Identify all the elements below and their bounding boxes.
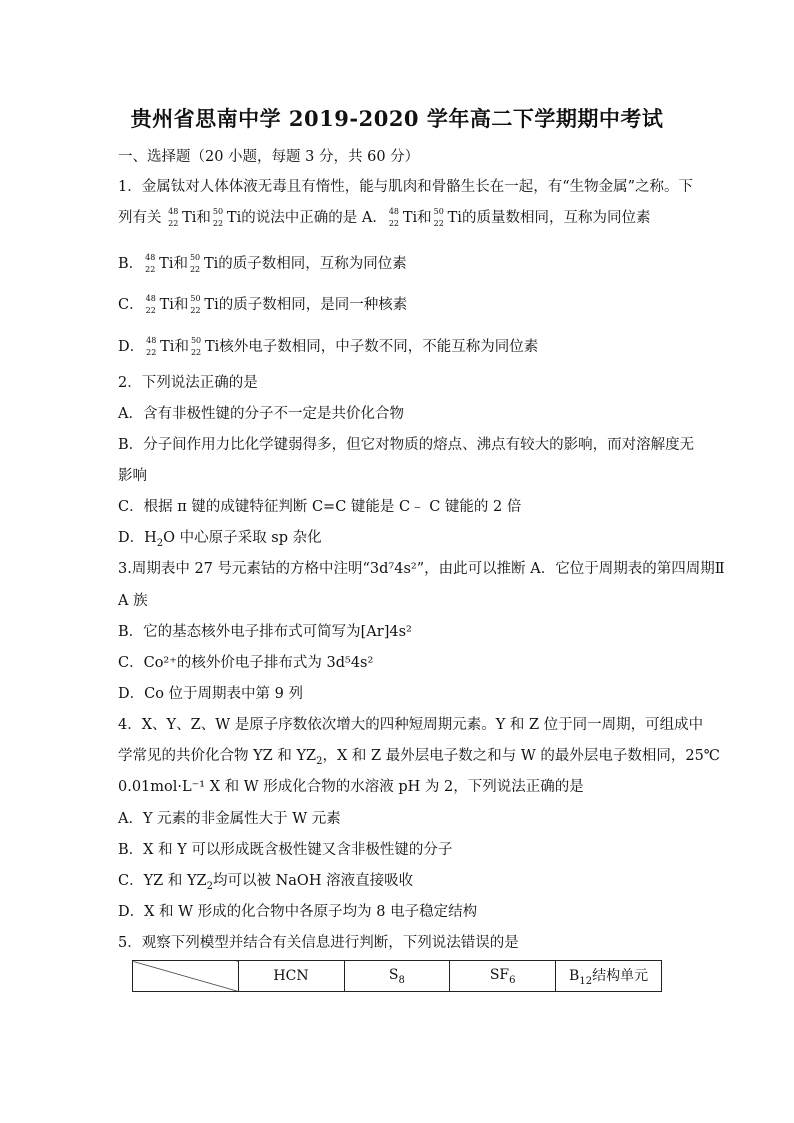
q4-option-c: C．YZ 和 $YZ_2$均可以被 NaOH 溶液直接吸收 (118, 873, 414, 892)
isotope-ti50: 50 22 (212, 207, 224, 228)
q2-option-d: D．$H_2O$ 中心原子采取 sp 杂化 (118, 530, 322, 549)
q3-stem-line1: 3.周期表中 27 号元素钴的方格中注明“3d⁷4s²”，由此可以推断 A．它位于周期表的第四周期Ⅱ (118, 561, 725, 577)
q4-stem-line1: 4．X、Y、Z、W 是原子序数依次增大的四种短周期元素。Y 和 Z 位于同一周期，可组成中 (118, 717, 704, 733)
q2-option-c: C．根据 π 键的成键特征判断 C=C 键能是 C﹣ C 键能的 2 倍 (118, 499, 522, 515)
q2-option-b-line1: B．分子间作用力比化学键弱得多，但它对物质的熔点、沸点有较大的影响，而对溶解度无 (118, 437, 695, 453)
q3-stem-line2: A 族 (118, 593, 148, 609)
q4-option-d: D．X 和 W 形成的化合物中各原子均为 8 电子稳定结构 (118, 904, 478, 920)
q3-option-b: B．它的基态核外电子排布式可简写为[Ar]4s² (118, 624, 412, 640)
q1-stem-line1: 1．金属钛对人体体液无毒且有惰性，能与肌肉和骨骼生长在一起，有“生物金属”之称。下 (118, 179, 694, 195)
table-header-b12: $B_{12}$结构单元 (556, 961, 662, 992)
q5-stem: 5．观察下列模型并结合有关信息进行判断，下列说法错误的是 (118, 935, 519, 951)
q3-option-c: C．Co²⁺的核外价电子排布式为 3d⁵4s² (118, 655, 374, 671)
isotope-ti48: 48 22 (168, 207, 179, 228)
q4-option-b: B．X 和 Y 可以形成既含极性键又含非极性键的分子 (118, 842, 453, 858)
exam-title: 贵州省思南中学 2019-2020 学年高二下学期期中考试 (130, 106, 664, 131)
q4-option-a: A．Y 元素的非金属性大于 W 元素 (118, 811, 341, 827)
table-row (133, 961, 662, 992)
q3-option-d: D．Co 位于周期表中第 9 列 (118, 686, 304, 702)
q1-stem-line2: 列有关 48 22 Ti和 50 22 Ti的说法中正确的是 A． 48 22 Ti和 50 22 Ti的质量数相同，互称为同位素 (118, 207, 651, 228)
section-heading: 一、选择题（20 小题，每题 3 分，共 60 分） (118, 149, 420, 165)
table-header-sf6: $SF_6$ (450, 961, 556, 992)
q2-stem: 2．下列说法正确的是 (118, 375, 258, 391)
q1-option-b: B． 48 22 Ti和 50 22 Ti的质子数相同，互称为同位素 (118, 253, 407, 274)
q4-stem-line2: 学常见的共价化合物 YZ 和 $YZ_2$，X 和 Z 最外层电子数之和与 W 的最外层电子数相同，25℃ (118, 748, 721, 767)
table-corner-cell (133, 961, 239, 992)
q2-option-b-line2: 影响 (118, 468, 147, 484)
q5-model-table (132, 960, 662, 992)
q2-option-a: A．含有非极性键的分子不一定是共价化合物 (118, 406, 404, 422)
table-header-s8: $S_8$ (344, 961, 450, 992)
q4-stem-line3: 0.01mol·L⁻¹ X 和 W 形成化合物的水溶液 pH 为 2，下列说法正确的是 (118, 779, 584, 795)
q1-option-d: D． 48 22 Ti和 50 22 Ti核外电子数相同，中子数不同，不能互称为同位素 (118, 336, 539, 357)
q1-option-c: C． 48 22 Ti和 50 22 Ti的质子数相同，是同一种核素 (118, 294, 408, 315)
table-header-hcn: HCN (238, 961, 344, 992)
